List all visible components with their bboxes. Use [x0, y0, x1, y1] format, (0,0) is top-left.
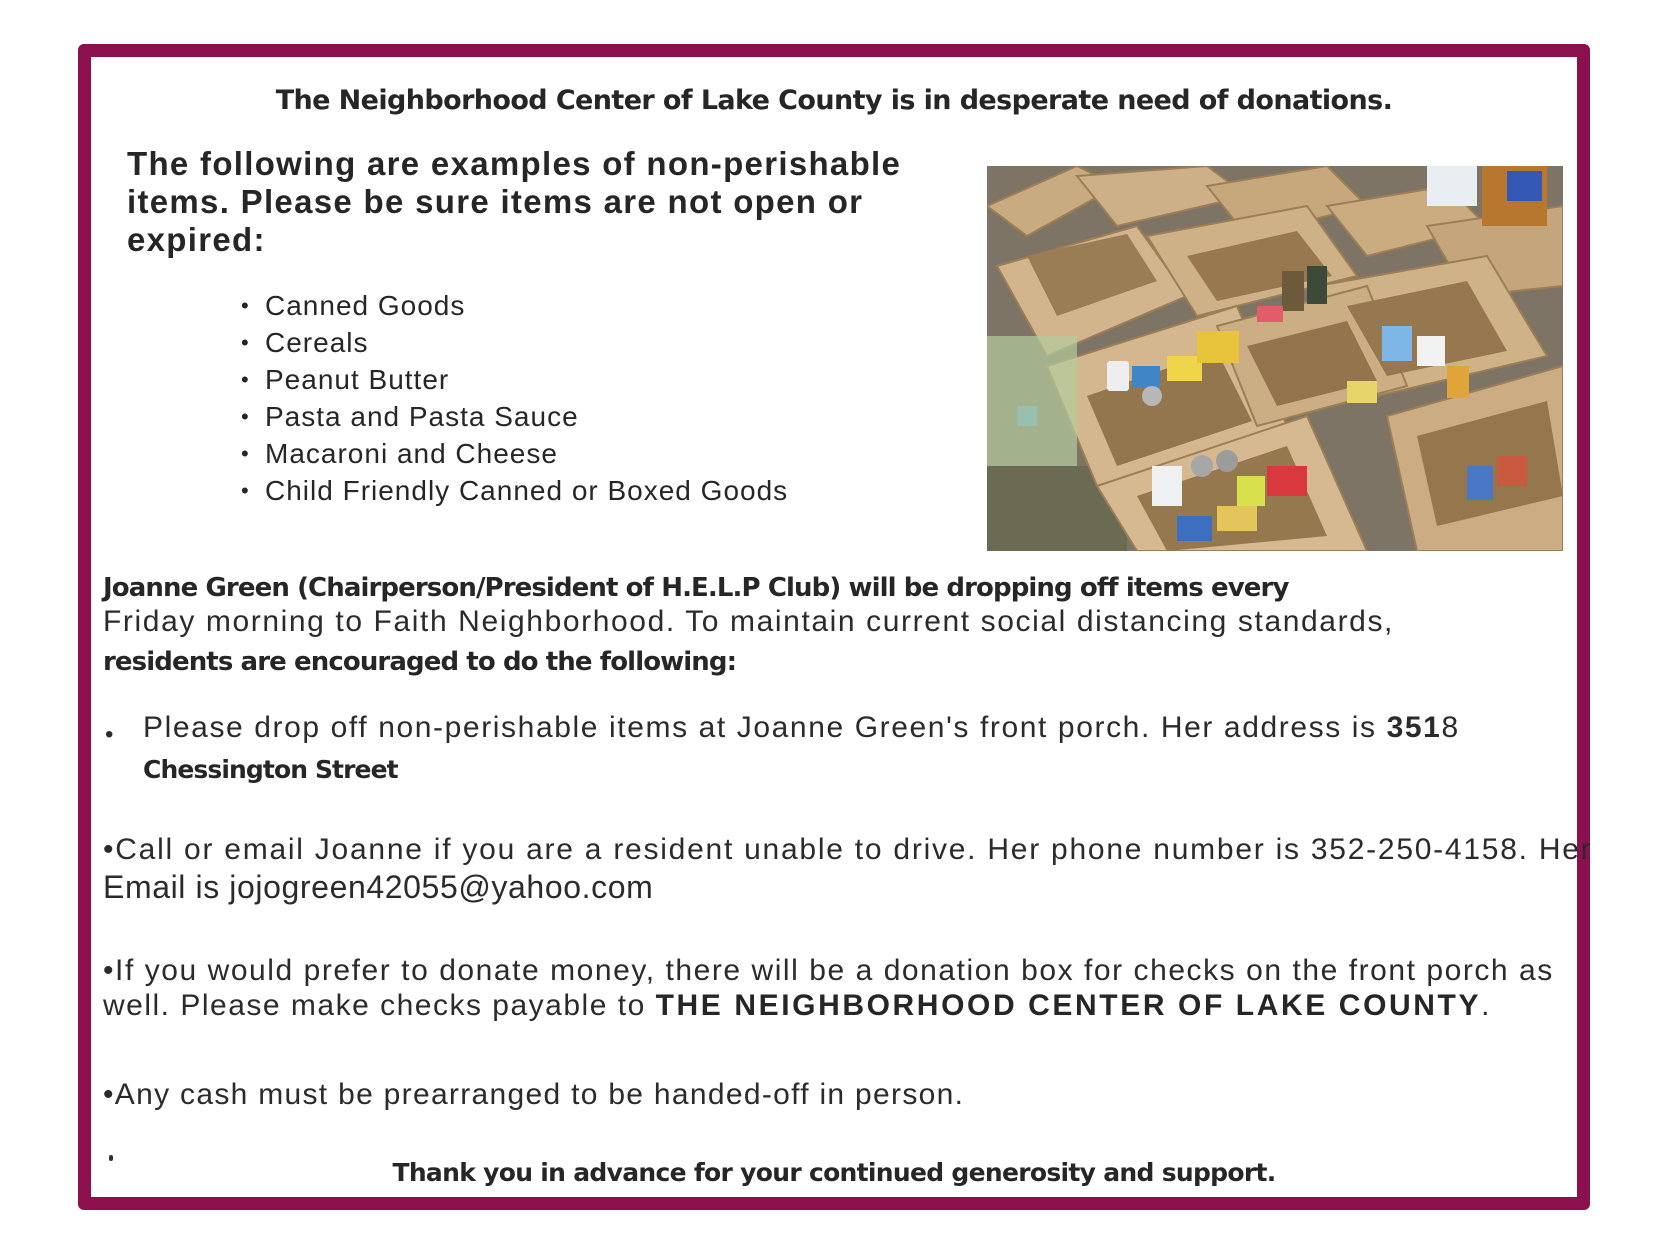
intro-text: The following are examples of non-perishable items. Please be sure items are not open or expired: — [127, 145, 902, 258]
dropoff-instruction — [143, 711, 1460, 745]
list-item: • Canned Goods — [241, 287, 788, 324]
list-item: • Pasta and Pasta Sauce — [241, 398, 788, 435]
list-item: • Macaroni and Cheese — [241, 435, 788, 472]
list-item: • Peanut Butter — [241, 361, 788, 398]
paragraph-line-1: Joanne Green (Chairperson/President of H.E.L.P Club) will be dropping off items every — [103, 573, 1289, 603]
cash-note: •Any cash must be prearranged to be handed-off in person. — [103, 1078, 965, 1111]
item-list — [241, 287, 788, 509]
address-number-bold: 351 — [1386, 711, 1442, 744]
street-name: Chessington Street — [143, 755, 398, 784]
money-line-2-start: well. Please make checks payable to — [103, 989, 656, 1022]
headline: The Neighborhood Center of Lake County is in desperate need of donations. — [275, 85, 1393, 116]
donation-boxes-photo — [987, 166, 1563, 551]
paragraph-line-3: residents are encouraged to do the following: — [103, 647, 737, 677]
list-item: • Child Friendly Canned or Boxed Goods — [241, 472, 788, 509]
call-line-2: Email is jojogreen42055@yahoo.com — [103, 869, 654, 905]
flyer-frame — [78, 44, 1593, 1210]
money-line-2 — [103, 989, 1491, 1023]
thank-you-note: Thank you in advance for your continued generosity and support. — [392, 1158, 1276, 1187]
list-item: • Cereals — [241, 324, 788, 361]
money-line-1: •If you would prefer to donate money, there will be a donation box for checks on the front porch as — [103, 954, 1554, 987]
money-line-2-end: . — [1481, 989, 1491, 1022]
paragraph-line-2: Friday morning to Faith Neighborhood. To maintain current social distancing standards, — [103, 605, 1394, 638]
bullet-marker: • — [105, 721, 114, 748]
payee-name: THE NEIGHBORHOOD CENTER OF LAKE COUNTY — [655, 989, 1482, 1022]
dropoff-text: Please drop off non-perishable items at Joanne Green's front porch. Her address is — [143, 711, 1387, 744]
address-number-tail: 8 — [1441, 711, 1460, 744]
call-line-1: •Call or email Joanne if you are a resident unable to drive. Her phone number is 352-250-4158. Her — [103, 833, 1593, 866]
